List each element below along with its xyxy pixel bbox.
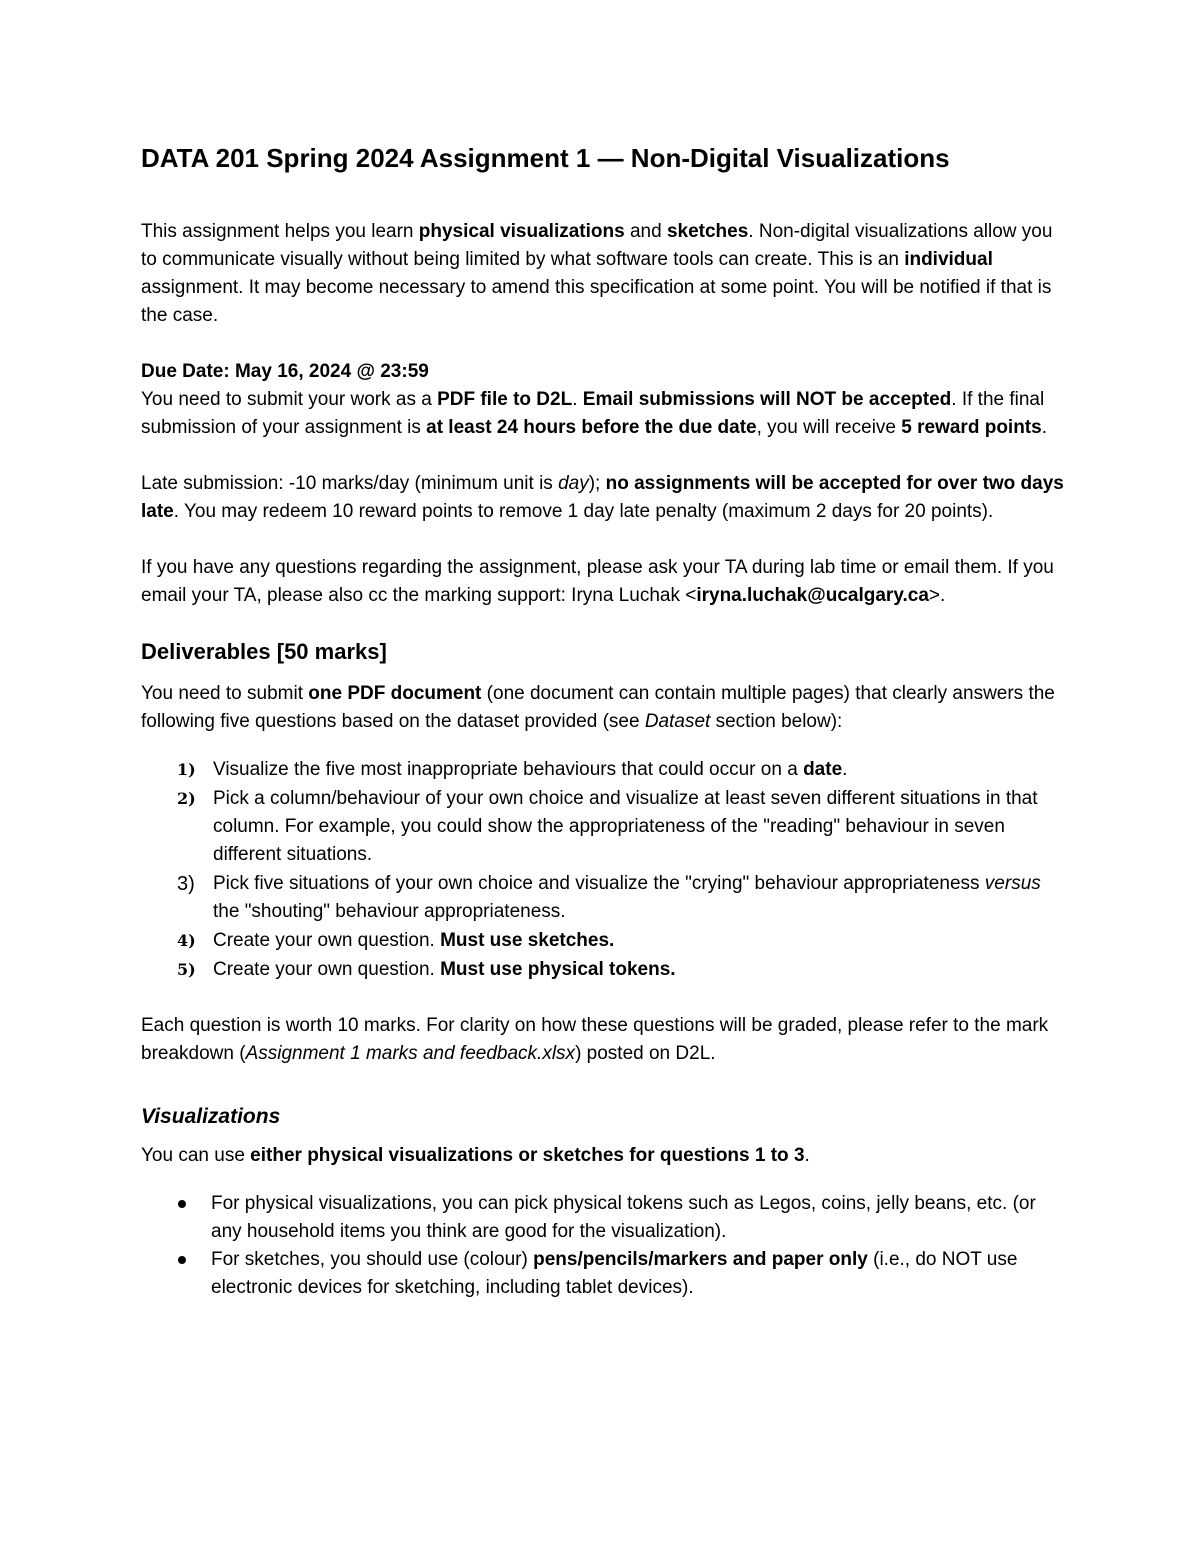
document-page [141,140,1071,1302]
list-number: 5) [177,960,196,979]
deliverables-heading: Deliverables [50 marks] [141,639,387,664]
intro-paragraph: This assignment helps you learn physical visualizations and sketches. Non-digital visualizations allow you to communicate visually without being limited by what software tools can create. This is an individual assignment. It may become necessary to amend this specification at some point. You will be notified if that is the case. [141,221,1053,326]
document-title: DATA 201 Spring 2024 Assignment 1 — Non-Digital Visualizations [141,143,950,173]
list-item: For sketches, you should use (colour) pens/pencils/markers and paper only (i.e., do NOT use electronic devices for sketching, including tablet devices). [141,1246,1071,1302]
list-item: 4) Create your own question. Must use sketches. [141,927,1071,955]
list-item: 2) Pick a column/behaviour of your own choice and visualize at least seven different situations in that column. For example, you could show the appropriateness of the "reading" behaviour in seven different situations. [141,785,1071,869]
list-number: 2) [177,789,196,808]
list-number: 3) [177,873,195,895]
marks-paragraph: Each question is worth 10 marks. For clarity on how these questions will be graded, please refer to the mark breakdown (Assignment 1 marks and feedback.xlsx) posted on D2L. [141,1015,1049,1064]
deliverables-intro: You need to submit one PDF document (one document can contain multiple pages) that clearly answers the following five questions based on the dataset provided (see Dataset section below): [141,683,1055,732]
visualizations-list [141,1190,1071,1302]
list-number: 4) [177,931,196,950]
visualizations-intro: You can use either physical visualizations or sketches for questions 1 to 3. [141,1145,810,1166]
bullet-icon [178,1256,186,1264]
list-item: 1) Visualize the five most inappropriate behaviours that could occur on a date. [141,756,1071,784]
list-item: 3) Pick five situations of your own choice and visualize the "crying" behaviour appropriateness versus the "shouting" behaviour appropriateness. [141,870,1071,926]
due-date-heading: Due Date: May 16, 2024 @ 23:59 [141,361,429,382]
contact-email: iryna.luchak@ucalgary.ca [696,585,929,606]
list-number: 1) [177,760,196,779]
contact-paragraph: If you have any questions regarding the assignment, please ask your TA during lab time or email them. If you email your TA, please also cc the marking support: Iryna Luchak <iryna.luchak@ucalgary.ca>. [141,557,1054,606]
questions-list [141,756,1071,984]
visualizations-heading: Visualizations [141,1105,281,1128]
bullet-icon [178,1200,186,1208]
late-submission-paragraph: Late submission: -10 marks/day (minimum unit is day); no assignments will be accepted for over two days late. You may redeem 10 reward points to remove 1 day late penalty (maximum 2 days for 20 points). [141,473,1064,522]
list-item: For physical visualizations, you can pick physical tokens such as Legos, coins, jelly beans, etc. (or any household items you think are good for the visualization). [141,1190,1071,1246]
due-date-paragraph: You need to submit your work as a PDF file to D2L. Email submissions will NOT be accepted. If the final submission of your assignment is at least 24 hours before the due date, you will receive 5 reward points. [141,389,1047,438]
list-item: 5) Create your own question. Must use physical tokens. [141,956,1071,984]
